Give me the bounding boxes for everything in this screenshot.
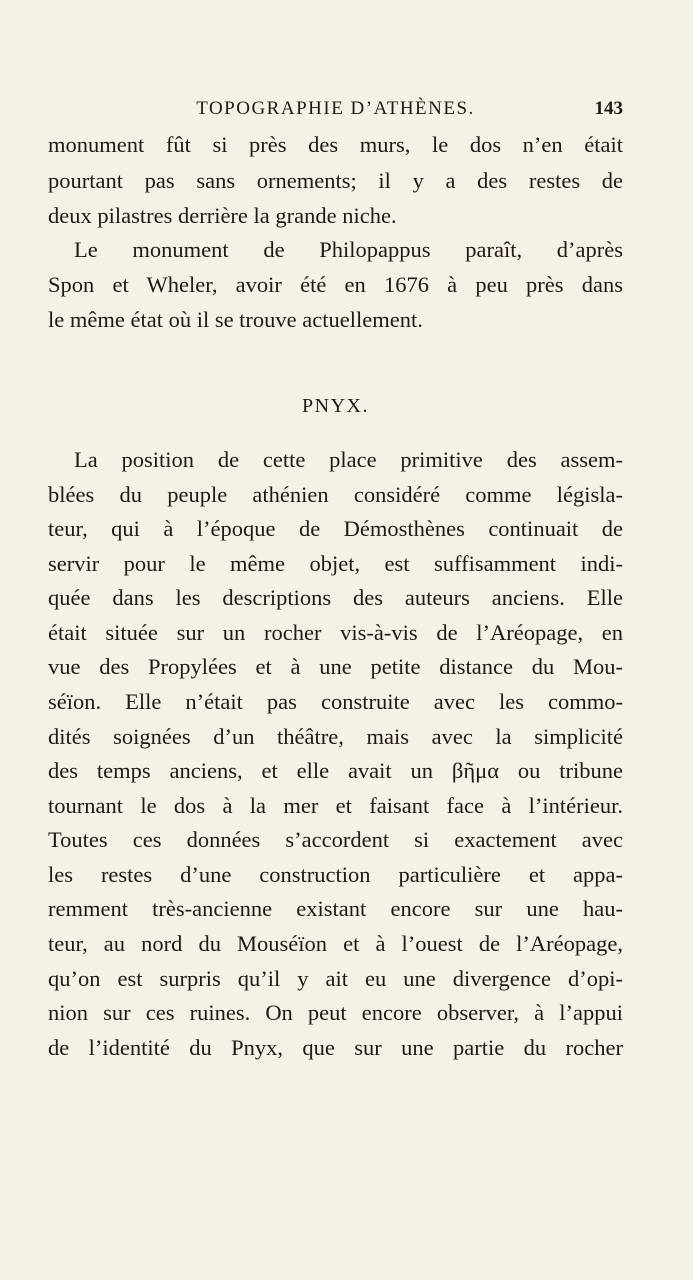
text-line: quée dans les descriptions des auteurs anciens. Elle	[48, 585, 623, 610]
text-line: tournant le dos à la mer et faisant face à l’intérieur.	[48, 793, 623, 818]
section-heading: PNYX.	[302, 395, 369, 417]
page-number: 143	[594, 98, 623, 119]
text-line: des temps anciens, et elle avait un βῆμα ou tribune	[48, 758, 623, 783]
running-title: TOPOGRAPHIE D’ATHÈNES.	[196, 98, 475, 119]
text-line: de l’identité du Pnyx, que sur une partie du rocher	[48, 1035, 623, 1060]
text-line: pourtant pas sans ornements; il y a des restes de	[48, 168, 623, 193]
text-line: deux pilastres derrière la grande niche.	[48, 203, 397, 228]
running-header	[48, 96, 623, 122]
text-line: dités soignées d’un théâtre, mais avec la simplicité	[48, 724, 623, 749]
text-line: vue des Propylées et à une petite distance du Mou-	[48, 654, 623, 679]
text-line: le même état où il se trouve actuellement.	[48, 307, 423, 332]
text-line: Toutes ces données s’accordent si exactement avec	[48, 827, 623, 852]
text-line: Spon et Wheler, avoir été en 1676 à peu près dans	[48, 272, 623, 297]
text-line: monument fût si près des murs, le dos n’en était	[48, 132, 623, 157]
text-line: qu’on est surpris qu’il y ait eu une divergence d’opi-	[48, 966, 623, 991]
text-line: blées du peuple athénien considéré comme législa-	[48, 482, 623, 507]
text-line: teur, au nord du Mouséïon et à l’ouest de l’Aréopage,	[48, 931, 623, 956]
text-line: remment très-ancienne existant encore sur une hau-	[48, 896, 623, 921]
text-line: les restes d’une construction particulière et appa-	[48, 862, 623, 887]
text-line: Le monument de Philopappus paraît, d’après	[74, 237, 623, 262]
text-line: était située sur un rocher vis-à-vis de l’Aréopage, en	[48, 620, 623, 645]
text-line: La position de cette place primitive des assem-	[74, 447, 623, 472]
text-line: servir pour le même objet, est suffisamment indi-	[48, 551, 623, 576]
text-line: séïon. Elle n’était pas construite avec les commo-	[48, 689, 623, 714]
text-line: nion sur ces ruines. On peut encore observer, à l’appui	[48, 1000, 623, 1025]
text-line: teur, qui à l’époque de Démosthènes continuait de	[48, 516, 623, 541]
